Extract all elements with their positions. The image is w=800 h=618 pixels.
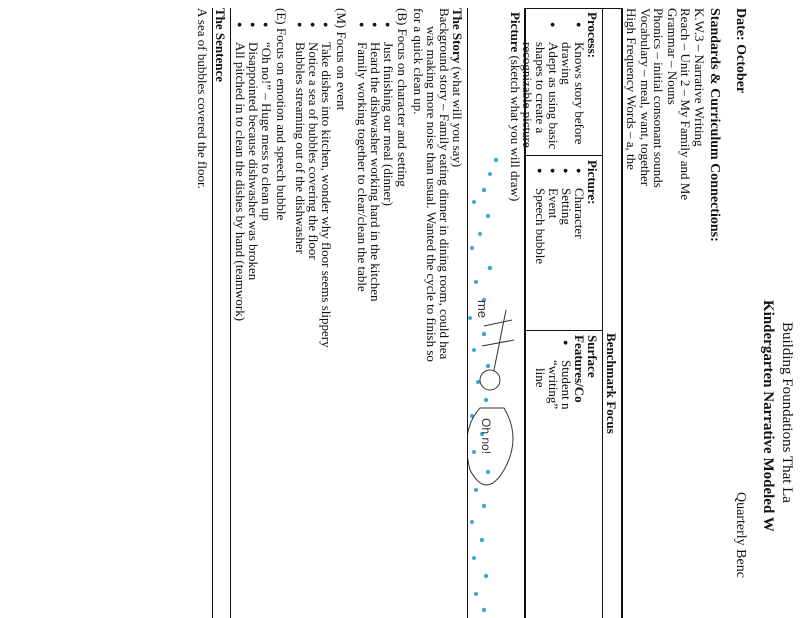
- story-e-list: [234, 42, 273, 321]
- story-e-heading: (E) Focus on emotion and speech bubble: [274, 8, 289, 221]
- standards-item: K.W.3 – Narrative Writing: [692, 8, 707, 147]
- doc-title-line2: Kindergarten Narrative Modeled W: [760, 300, 776, 532]
- standards-item: Vocabulary – meal, want, together: [638, 8, 653, 187]
- story-e-item: ● All pitched in to clean the dishes by hand (teamwork): [234, 42, 247, 321]
- speech-bubble-text: Oh no!: [479, 418, 493, 455]
- story-b-item: ● Heard the dishwasher working hard in the kitchen: [369, 42, 382, 302]
- me-label: me: [475, 300, 490, 319]
- sentence-text: A sea of bubbles covered the floor.: [195, 8, 210, 189]
- story-background: Background story – Family eating dinner in dining room, could hea was making more noise than usual. Wanted the cycle to finish so for a quick clean up.: [411, 8, 452, 362]
- picture-criteria-item: ● Character: [573, 188, 586, 264]
- surface-heading: Surface: [585, 335, 600, 378]
- picture-criteria-list: [534, 188, 586, 264]
- story-e-item: ● Disappointed because dishwasher was broken: [247, 42, 260, 321]
- story-m-heading: (M) Focus on event: [334, 8, 349, 111]
- sketch-drawing: [468, 150, 524, 618]
- date-label: Date: October: [733, 8, 748, 94]
- standards-item: Reach – Unit 2 – My Family and Me: [678, 8, 694, 201]
- standards-item: High Frequency Words – a, the: [624, 8, 640, 170]
- story-b-heading: (B) Focus on character and setting: [395, 8, 410, 187]
- surface-item: ● Student n “writing” line: [534, 360, 573, 409]
- story-heading: The Story: [450, 8, 465, 64]
- story-b-item: ● Just finishing our meal (dinner): [382, 42, 395, 302]
- quarterly-label: Quarterly Benc: [733, 492, 748, 578]
- story-e-item: ● “Oh no!” – Huge mess to clean up: [260, 42, 273, 321]
- story-heading-note: (what will you say): [450, 66, 465, 168]
- story-m-item: ● Take dishes into kitchen, wonder why floor seems slippery: [320, 42, 333, 348]
- process-list: [521, 42, 586, 149]
- story-b-item: ● Family working together to clear/clean the table: [356, 42, 369, 302]
- doc-title-line1: Building Foundations That La: [779, 322, 795, 503]
- picture-sketch-note: (sketch what you will draw): [508, 55, 523, 202]
- story-b-list: [356, 42, 395, 302]
- benchmark-heading: Benchmark Focus: [604, 333, 619, 434]
- picture-criteria-heading: Picture:: [585, 160, 600, 205]
- standards-list: [625, 8, 706, 200]
- story-m-item: ● Bubbles streaming out of the dishwasher: [294, 42, 307, 348]
- picture-sketch-heading: Picture: [508, 12, 523, 53]
- process-heading: Process:: [585, 12, 600, 58]
- process-item: ● Adept as using basic shapes to create a recognizable picture: [521, 42, 560, 149]
- bubble-dots: [468, 158, 498, 612]
- process-item: ● Knows story before drawing: [560, 42, 586, 149]
- picture-criteria-item: ● Setting: [560, 188, 573, 264]
- standards-item: Grammar – Nouns: [665, 8, 680, 105]
- sentence-heading: The Sentence: [213, 8, 228, 83]
- picture-criteria-item: ● Event: [547, 188, 560, 264]
- picture-criteria-item: ● Speech bubble: [534, 188, 547, 264]
- surface-subheading: Features/Co: [572, 335, 587, 403]
- standards-item: Phonics – initial consonant sounds: [651, 8, 667, 188]
- stick-figure: [468, 310, 514, 485]
- standards-heading: Standards & Curriculum Connections:: [707, 8, 722, 242]
- surface-list: [534, 360, 573, 409]
- story-m-item: ● Notice a sea of bubbles covering the floor: [307, 42, 320, 348]
- story-m-list: [294, 42, 333, 348]
